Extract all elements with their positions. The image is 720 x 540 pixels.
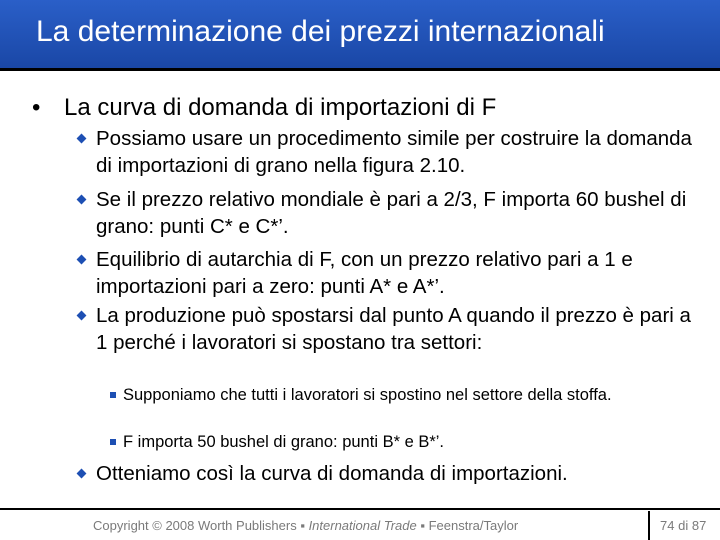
main-bullet-text: La curva di domanda di importazioni di F	[64, 94, 497, 121]
diamond-bullet-icon	[77, 255, 87, 265]
book-title: International Trade	[308, 518, 417, 533]
page-total: 87	[691, 518, 707, 533]
page-number	[660, 518, 706, 533]
footer-copyright	[93, 518, 518, 533]
title-bar	[0, 0, 720, 68]
title-divider	[0, 68, 720, 71]
sub-bullet-text: Equilibrio di autarchia di F, con un prezzo relativo pari a 1 e importazioni pari a zero: punti A* e A*’.	[96, 248, 633, 298]
authors-text: ▪ Feenstra/Taylor	[420, 518, 519, 533]
page-current: 74	[660, 518, 675, 533]
sub-bullet-text: Otteniamo così la curva di domanda di importazioni.	[96, 462, 568, 485]
sub-sub-bullet-text: F importa 50 bushel di grano: punti B* e B*’.	[123, 433, 445, 451]
diamond-bullet-icon	[77, 134, 87, 144]
slide-title: La determinazione dei prezzi internazionali	[36, 15, 605, 48]
footer-divider	[0, 508, 720, 510]
square-bullet-icon	[110, 439, 116, 445]
page-separator: di	[678, 518, 689, 533]
footer-vertical-divider	[648, 511, 650, 540]
bullet-dot-icon: •	[32, 94, 41, 121]
copyright-text: Copyright © 2008 Worth Publishers ▪	[93, 518, 305, 533]
sub-bullet-text: Possiamo usare un procedimento simile per costruire la domanda di importazioni di grano nella figura 2.10.	[96, 127, 692, 177]
sub-bullet-text: Se il prezzo relativo mondiale è pari a 2/3, F importa 60 bushel di grano: punti C* e C*’.	[96, 188, 687, 238]
diamond-bullet-icon	[77, 195, 87, 205]
diamond-bullet-icon	[77, 469, 87, 479]
diamond-bullet-icon	[77, 311, 87, 321]
sub-sub-bullet-text: Supponiamo che tutti i lavoratori si spostino nel settore della stoffa.	[123, 386, 612, 404]
square-bullet-icon	[110, 392, 116, 398]
sub-bullet-text: La produzione può spostarsi dal punto A quando il prezzo è pari a 1 perché i lavoratori si spostano tra settori:	[96, 304, 691, 354]
